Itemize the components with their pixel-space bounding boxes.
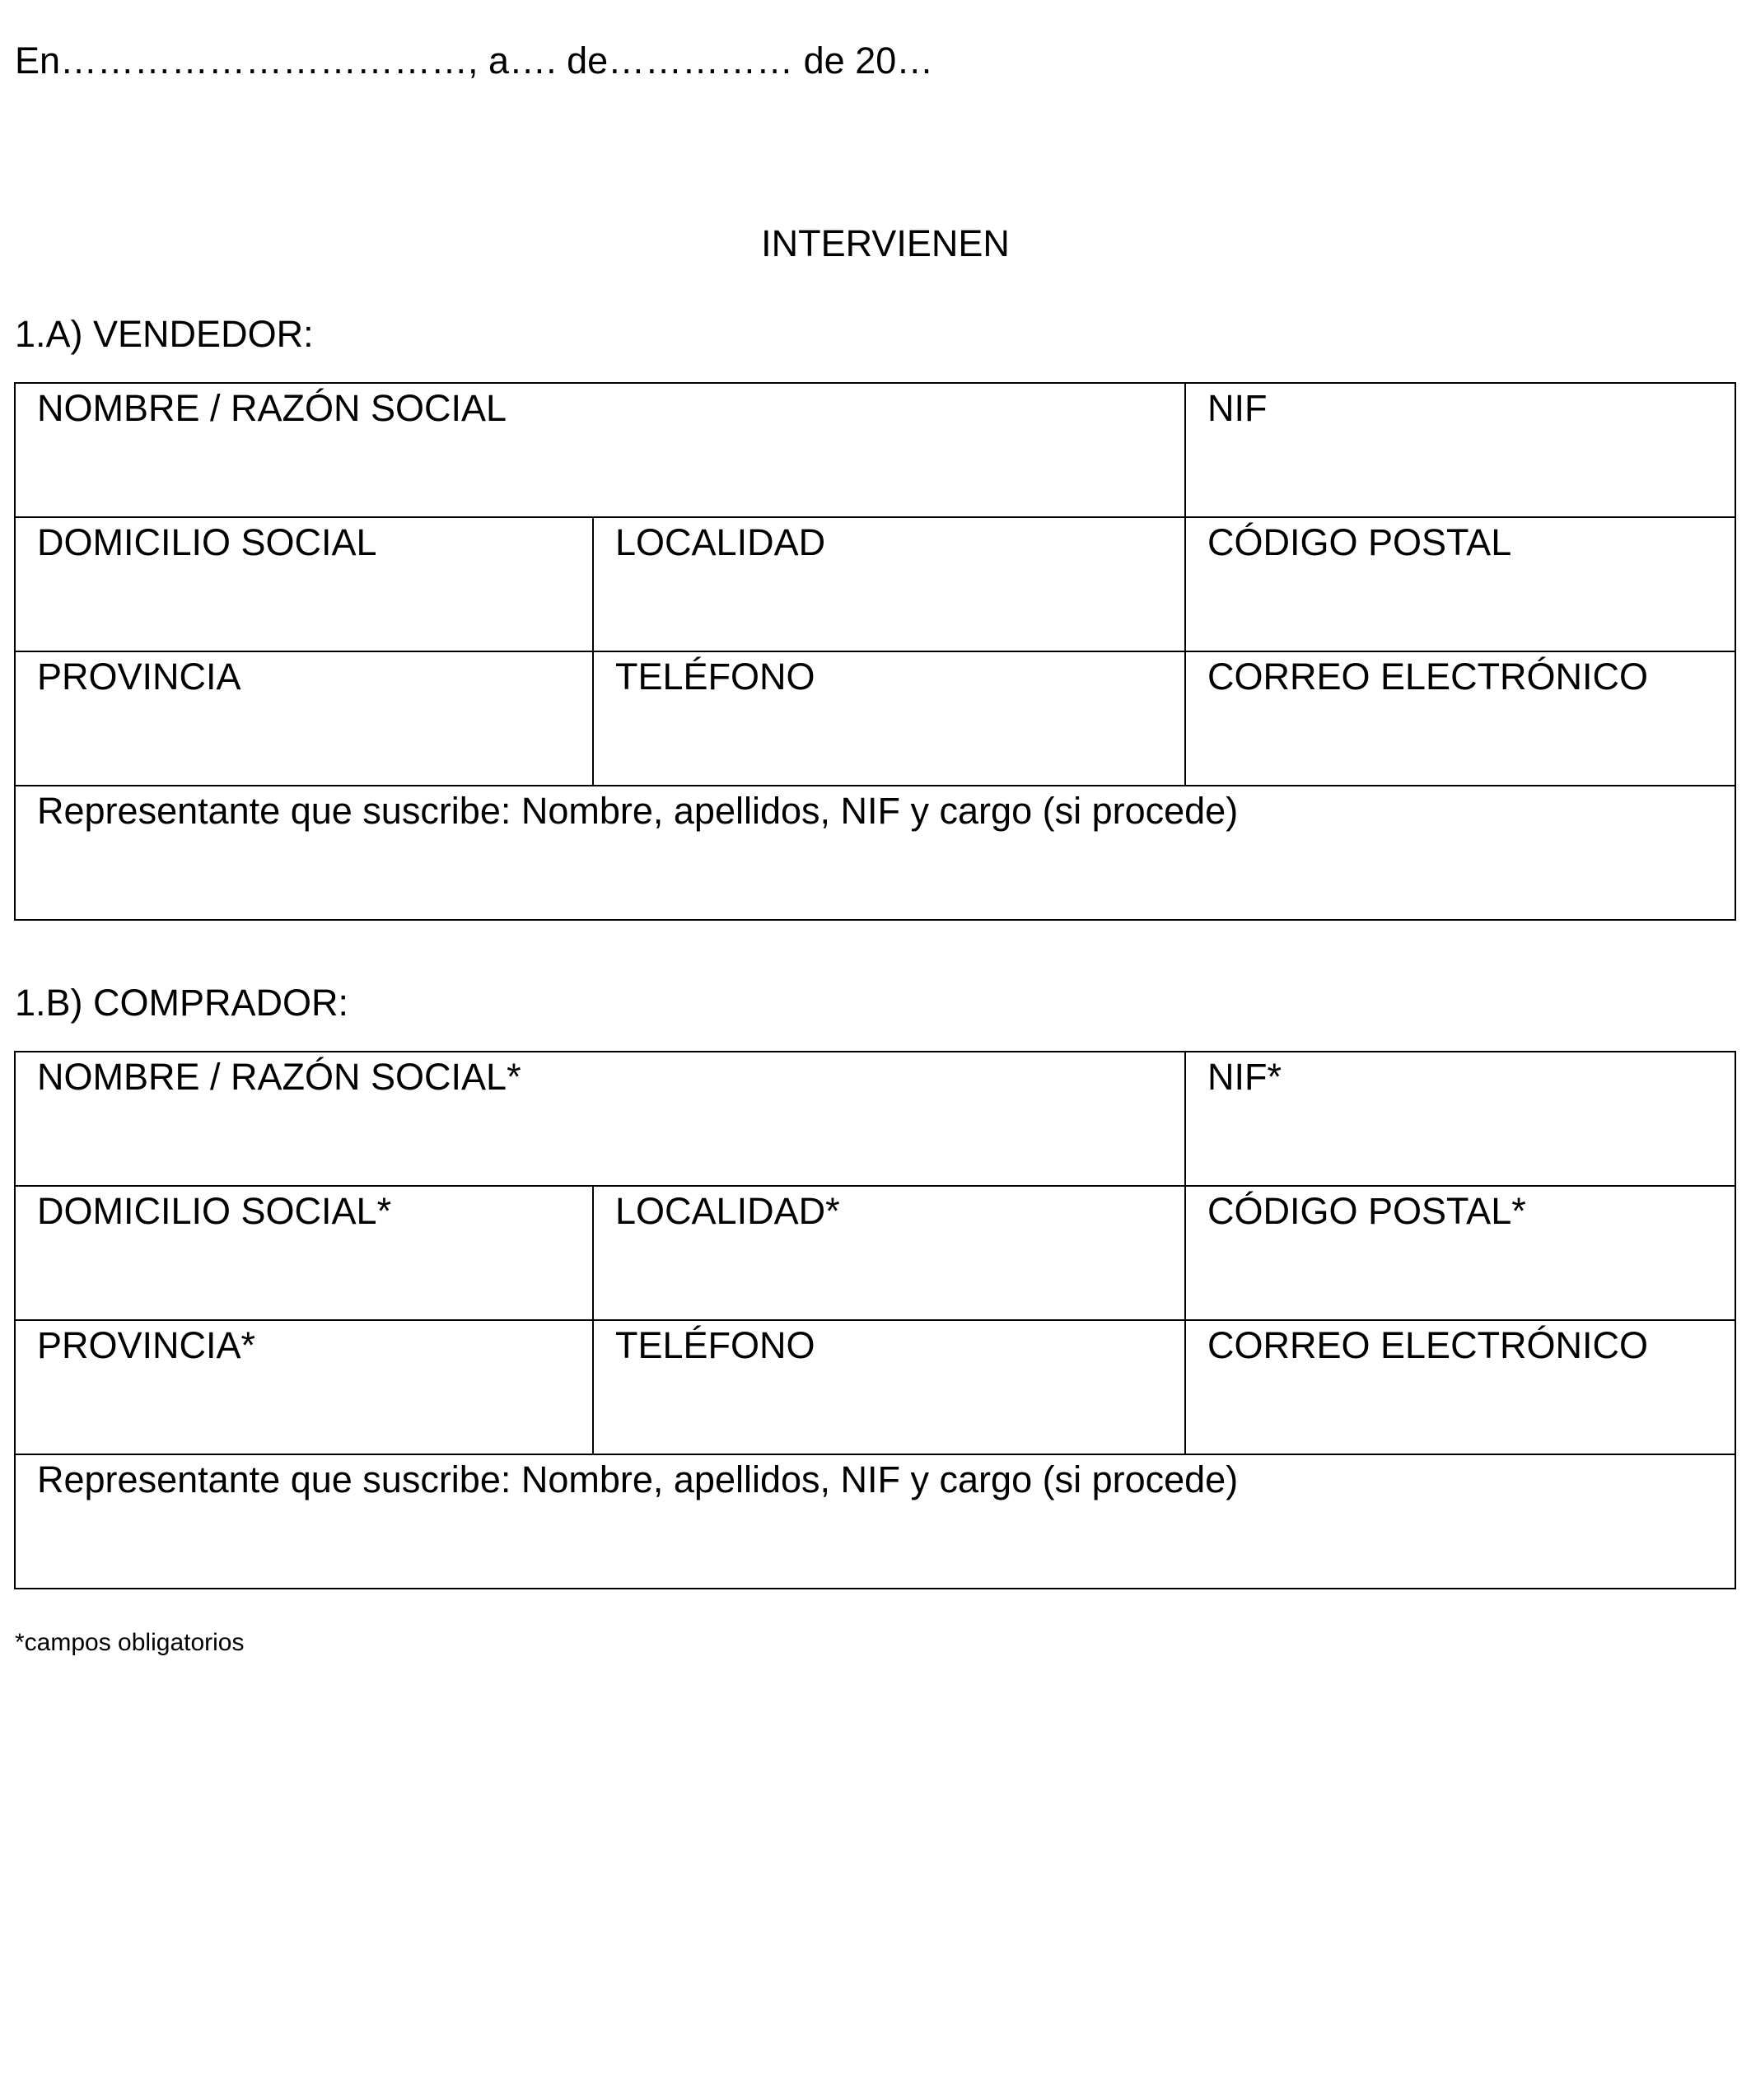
buyer-email-field[interactable] bbox=[1185, 1320, 1735, 1454]
buyer-row-name bbox=[15, 1052, 1735, 1186]
buyer-row-representative bbox=[15, 1454, 1735, 1589]
seller-email-field[interactable] bbox=[1185, 651, 1735, 786]
date-place-line: En……………………………, a…. de…………… de 20… bbox=[15, 40, 934, 82]
seller-section-title: 1.A) VENDEDOR: bbox=[15, 313, 314, 355]
buyer-representative-field[interactable] bbox=[15, 1454, 1735, 1589]
mandatory-fields-note: *campos obligatorios bbox=[15, 1629, 245, 1656]
seller-email-label: CORREO ELECTRÓNICO bbox=[1207, 656, 1649, 698]
seller-address-field[interactable] bbox=[15, 517, 593, 651]
buyer-row-contact bbox=[15, 1320, 1735, 1454]
seller-address-label: DOMICILIO SOCIAL bbox=[37, 521, 377, 563]
buyer-name-field[interactable] bbox=[15, 1052, 1185, 1186]
seller-province-field[interactable] bbox=[15, 651, 593, 786]
buyer-province-label: PROVINCIA* bbox=[37, 1324, 256, 1366]
buyer-nif-field[interactable] bbox=[1185, 1052, 1735, 1186]
buyer-address-field[interactable] bbox=[15, 1186, 593, 1320]
section-heading: INTERVIENEN bbox=[761, 222, 1010, 264]
seller-locality-label: LOCALIDAD bbox=[615, 521, 826, 563]
seller-postal-code-field[interactable] bbox=[1185, 517, 1735, 651]
seller-nif-field[interactable] bbox=[1185, 383, 1735, 517]
buyer-address-label: DOMICILIO SOCIAL* bbox=[37, 1190, 392, 1232]
buyer-postal-code-label: CÓDIGO POSTAL* bbox=[1207, 1190, 1526, 1232]
seller-locality-field[interactable] bbox=[593, 517, 1185, 651]
buyer-email-label: CORREO ELECTRÓNICO bbox=[1207, 1324, 1649, 1366]
buyer-representative-label: Representante que suscribe: Nombre, apellidos, NIF y cargo (si procede) bbox=[37, 1458, 1239, 1500]
buyer-section-title: 1.B) COMPRADOR: bbox=[15, 982, 349, 1024]
buyer-phone-field[interactable] bbox=[593, 1320, 1185, 1454]
seller-row-name bbox=[15, 383, 1735, 517]
seller-representative-label: Representante que suscribe: Nombre, apellidos, NIF y cargo (si procede) bbox=[37, 790, 1239, 832]
buyer-locality-field[interactable] bbox=[593, 1186, 1185, 1320]
buyer-postal-code-field[interactable] bbox=[1185, 1186, 1735, 1320]
seller-phone-label: TELÉFONO bbox=[615, 656, 815, 698]
seller-form-table bbox=[14, 382, 1736, 921]
buyer-nif-label: NIF* bbox=[1207, 1056, 1282, 1098]
seller-postal-code-label: CÓDIGO POSTAL bbox=[1207, 521, 1512, 563]
buyer-phone-label: TELÉFONO bbox=[615, 1324, 815, 1366]
seller-province-label: PROVINCIA bbox=[37, 656, 241, 698]
buyer-row-address bbox=[15, 1186, 1735, 1320]
seller-representative-field[interactable] bbox=[15, 786, 1735, 920]
buyer-locality-label: LOCALIDAD* bbox=[615, 1190, 840, 1232]
buyer-province-field[interactable] bbox=[15, 1320, 593, 1454]
seller-row-contact bbox=[15, 651, 1735, 786]
buyer-name-label: NOMBRE / RAZÓN SOCIAL* bbox=[37, 1056, 521, 1098]
seller-row-representative bbox=[15, 786, 1735, 920]
seller-name-label: NOMBRE / RAZÓN SOCIAL bbox=[37, 387, 507, 429]
seller-phone-field[interactable] bbox=[593, 651, 1185, 786]
buyer-form-table bbox=[14, 1051, 1736, 1589]
seller-name-field[interactable] bbox=[15, 383, 1185, 517]
seller-nif-label: NIF bbox=[1207, 387, 1268, 429]
seller-row-address bbox=[15, 517, 1735, 651]
